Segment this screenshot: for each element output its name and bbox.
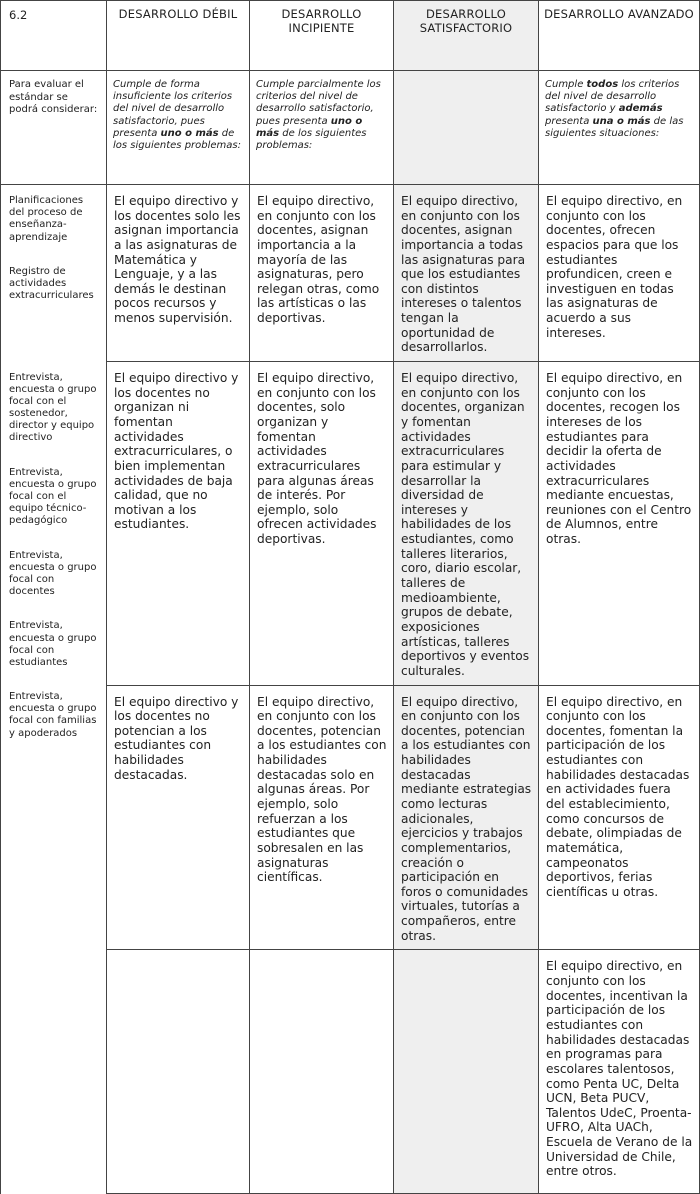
- source-item: Registro de actividades extracurriculares: [9, 265, 94, 302]
- source-item: Entrevista, encuesta o grupo focal con estudiantes: [9, 620, 97, 668]
- intro-lead: Para evaluar el estándar se podrá considerar:: [1, 71, 107, 185]
- intro-incipiente: Cumple parcialmente los criterios del nivel de desarrollo satisfactorio, pues presenta uno o más de los siguientes problemas:: [250, 71, 394, 185]
- cell-satisfactorio: El equipo directivo, en conjunto con los docentes, organizan y fomentan actividades extracurriculares para estimular y desarrollar la diversidad de intereses y habilidades de los estudiantes, como talleres literarios, coro, diario escolar, talleres de medioambiente, grupos de debate, exposiciones artísticas, talleres deportivos y eventos culturales.: [394, 362, 539, 685]
- verification-sources: [1, 185, 107, 362]
- cell-incipiente: El equipo directivo, en conjunto con los docentes, asignan importancia a la mayoría de las asignaturas, pero relegan otras, como las artísticas o las deportivas.: [250, 185, 394, 362]
- cell-debil: El equipo directivo y los docentes no organizan ni fomentan actividades extracurriculares, o bien implementan actividades de baja calidad, que no motivan a los estudiantes.: [107, 362, 250, 685]
- criteria-row: [1, 362, 700, 685]
- cell-avanzado: El equipo directivo, en conjunto con los docentes, fomentan la participación de los estudiantes con habilidades destacadas en actividades fuera del establecimiento, como concursos de debate, olimpiadas de matemática, campeonatos deportivos, ferias científicas u otras.: [539, 685, 700, 950]
- standard-code: 6.2: [1, 1, 107, 71]
- intro-satisfactorio: [394, 71, 539, 185]
- cell-satisfactorio: [394, 950, 539, 1194]
- source-item: Planificaciones del proceso de enseñanza-aprendizaje: [9, 195, 84, 243]
- cell-satisfactorio: El equipo directivo, en conjunto con los docentes, potencian a los estudiantes con habilidades destacadas mediante estrategias como lecturas adicionales, ejercicios y trabajos complementarios, creación o participación en foros o comunidades virtuales, tutorías a compañeros, entre otras.: [394, 685, 539, 950]
- intro-avanzado: Cumple todos los criterios del nivel de desarrollo satisfactorio y además presenta una o más de las siguientes situaciones:: [539, 71, 700, 185]
- cell-debil: [107, 950, 250, 1194]
- verification-sources-cont: [1, 362, 107, 1194]
- intro-row: [1, 71, 700, 185]
- source-item: Entrevista, encuesta o grupo focal con familias y apoderados: [9, 691, 97, 739]
- cell-incipiente: [250, 950, 394, 1194]
- level-avanzado-header: DESARROLLO AVANZADO: [539, 1, 700, 71]
- source-item: Entrevista, encuesta o grupo focal con el sostenedor, director y equipo directivo: [9, 371, 97, 444]
- criteria-row: [1, 185, 700, 362]
- cell-incipiente: El equipo directivo, en conjunto con los docentes, potencian a los estudiantes con habilidades destacadas solo en algunas áreas. Por ejemplo, solo refuerzan a los estudiantes que sobresalen en las asignaturas científicas.: [250, 685, 394, 950]
- cell-avanzado: El equipo directivo, en conjunto con los docentes, recogen los intereses de los estudiantes para decidir la oferta de actividades extracurriculares mediante encuestas, reuniones con el Centro de Alumnos, entre otras.: [539, 362, 700, 685]
- level-satisfactorio-header: DESARROLLO SATISFACTORIO: [394, 1, 539, 71]
- cell-debil: El equipo directivo y los docentes no potencian a los estudiantes con habilidades destacadas.: [107, 685, 250, 950]
- cell-avanzado: El equipo directivo, en conjunto con los docentes, incentivan la participación de los estudiantes con habilidades destacadas en programas para escolares talentosos, como Penta UC, Delta UCN, Beta PUCV, Talentos UdeC, Proenta-UFRO, Alta UACh, Escuela de Verano de la Universidad de Chile, entre otros.: [539, 950, 700, 1194]
- source-item: Entrevista, encuesta o grupo focal con el equipo técnico-pedagógico: [9, 466, 97, 527]
- level-incipiente-header: DESARROLLO INCIPIENTE: [250, 1, 394, 71]
- cell-satisfactorio: El equipo directivo, en conjunto con los docentes, asignan importancia a todas las asignaturas para que los estudiantes con distintos intereses o talentos tengan la oportunidad de desarrollarlos.: [394, 185, 539, 362]
- header-row: [1, 1, 700, 71]
- cell-avanzado: El equipo directivo, en conjunto con los docentes, ofrecen espacios para que los estudiantes profundicen, creen e investiguen en todas las asignaturas de acuerdo a sus intereses.: [539, 185, 700, 362]
- level-debil-header: DESARROLLO DÉBIL: [107, 1, 250, 71]
- cell-debil: El equipo directivo y los docentes solo les asignan importancia a las asignaturas de Matemática y Lenguaje, y a las demás le destinan pocos recursos y menos supervisión.: [107, 185, 250, 362]
- cell-incipiente: El equipo directivo, en conjunto con los docentes, solo organizan y fomentan actividades extracurriculares para algunas áreas de interés. Por ejemplo, solo ofrecen actividades deportivas.: [250, 362, 394, 685]
- source-item: Entrevista, encuesta o grupo focal con docentes: [9, 549, 97, 598]
- intro-debil: Cumple de forma insuficiente los criterios del nivel de desarrollo satisfactorio, pues presenta uno o más de los siguientes problemas:: [107, 71, 250, 185]
